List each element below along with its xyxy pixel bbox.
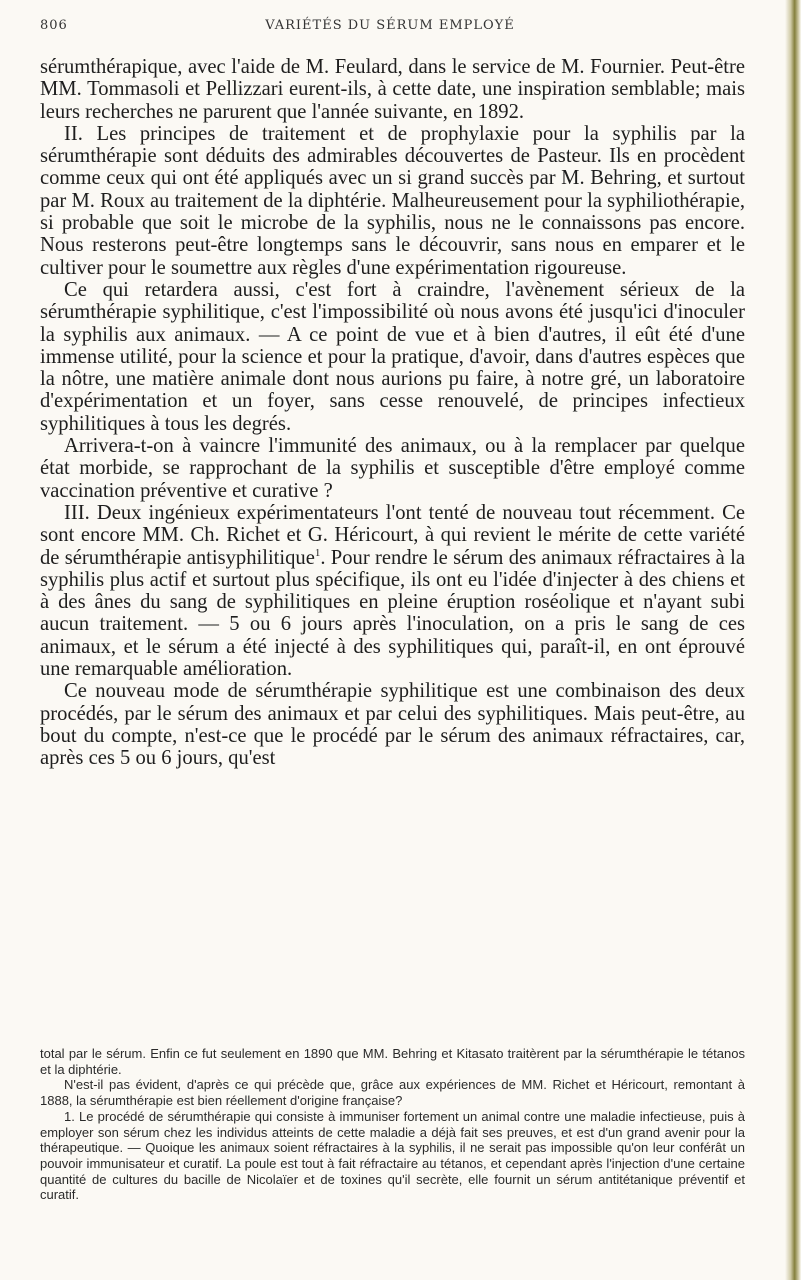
page-number: 806 [40,18,68,33]
footnote: total par le sérum. Enfin ce fut seulement en 1890 que MM. Behring et Kitasato traitèrent par la sérumthérapie le tétanos et la diphtérie. [40,1046,745,1077]
running-title: VARIÉTÉS DU SÉRUM EMPLOYÉ [265,18,515,33]
paragraph-text: III. Deux ingénieux expérimentateurs l'ont tenté de nouveau tout récemment. Ce sont encore MM. Ch. Richet et G. Héricourt, à qui revient le mérite de cette variété de sérumthérapie antisyphilitique [40,501,745,569]
footnote: N'est-il pas évident, d'après ce qui précède que, grâce aux expériences de MM. Richet et Héricourt, remontant à 1888, la sérumthérapie est bien réellement d'origine française? [40,1077,745,1109]
page-header [40,18,740,40]
paragraph-text: . Pour rendre le sérum des animaux réfractaires à la syphilis plus actif et surtout plus spécifique, ils ont eu l'idée d'injecter à des chiens et à des ânes du sang de syphilitiques en pleine éruption roséolique et n'ayant subi aucun traitement. — 5 ou 6 jours après l'inoculation, on a pris le sang de ces animaux, et le sérum a été injecté à des syphilitiques qui, paraît-il, en ont éprouvé une remarquable amélioration. [40,546,745,681]
paragraph: Ce nouveau mode de sérumthérapie syphilitique est une combinaison des deux procédés, par le sérum des animaux et par celui des syphilitiques. Mais peut-être, au bout du compte, n'est-ce que le procédé par le sérum des animaux réfractaires, car, après ces 5 ou 6 jours, qu'est [40,680,745,770]
paragraph: Ce qui retardera aussi, c'est fort à craindre, l'avènement sérieux de la sérumthérapie syphilitique, c'est l'impossibilité où nous avons été jusqu'ici d'inoculer la syphilis aux animaux. — A ce point de vue et à bien d'autres, il eût été d'une immense utilité, pour la science et pour la pratique, d'avoir, dans d'autres espèces que la nôtre, une matière animale dont nous aurions pu faire, à notre gré, un laboratoire d'expérimentation et un foyer, sans cesse renouvelé, de principes infectieux syphilitiques à tous les degrés. [40,278,745,435]
main-text [40,56,745,770]
paragraph: sérumthérapique, avec l'aide de M. Feulard, dans le service de M. Fournier. Peut-être MM. Tommasoli et Pellizzari eurent-ils, à cette date, une inspiration semblable; mais leurs recherches ne parurent que l'année suivante, en 1892. [40,56,745,123]
footnotes [40,1046,745,1203]
footnote: 1. Le procédé de sérumthérapie qui consiste à immuniser fortement un animal contre une maladie infectieuse, puis à employer son sérum chez les individus atteints de cette maladie a déjà fait ses preuves, et est d'un grand avenir pour la thérapeutique. — Quoique les animaux soient réfractaires à la syphilis, il ne serait pas impossible qu'on leur conférât un pouvoir immunisateur et curatif. La poule est tout à fait réfractaire au tétanos, et cependant après l'injection d'une certaine quantité de cultures du bacille de Nicolaïer et de toxines qu'il secrète, elle fournit un sérum antitétanique préventif et curatif. [40,1108,745,1203]
paragraph [40,502,745,680]
page-edge-shadow [785,0,801,1280]
footnote-ref: 1 [314,546,321,559]
paragraph: Arrivera-t-on à vaincre l'immunité des animaux, ou à la remplacer par quelque état morbide, se rapprochant de la syphilis et susceptible d'être employé comme vaccination préventive et curative ? [40,435,745,502]
paragraph: II. Les principes de traitement et de prophylaxie pour la syphilis par la sérumthérapie sont déduits des admirables découvertes de Pasteur. Ils en procèdent comme ceux qui ont été appliqués avec un si grand succès par M. Behring, et surtout par M. Roux au traitement de la diphtérie. Malheureusement pour la syphiliothérapie, si probable que soit le microbe de la syphilis, nous ne le connaissons pas encore. Nous resterons peut-être longtemps sans le découvrir, sans nous en emparer et le cultiver pour le soumettre aux règles d'une expérimentation rigoureuse. [40,122,745,279]
